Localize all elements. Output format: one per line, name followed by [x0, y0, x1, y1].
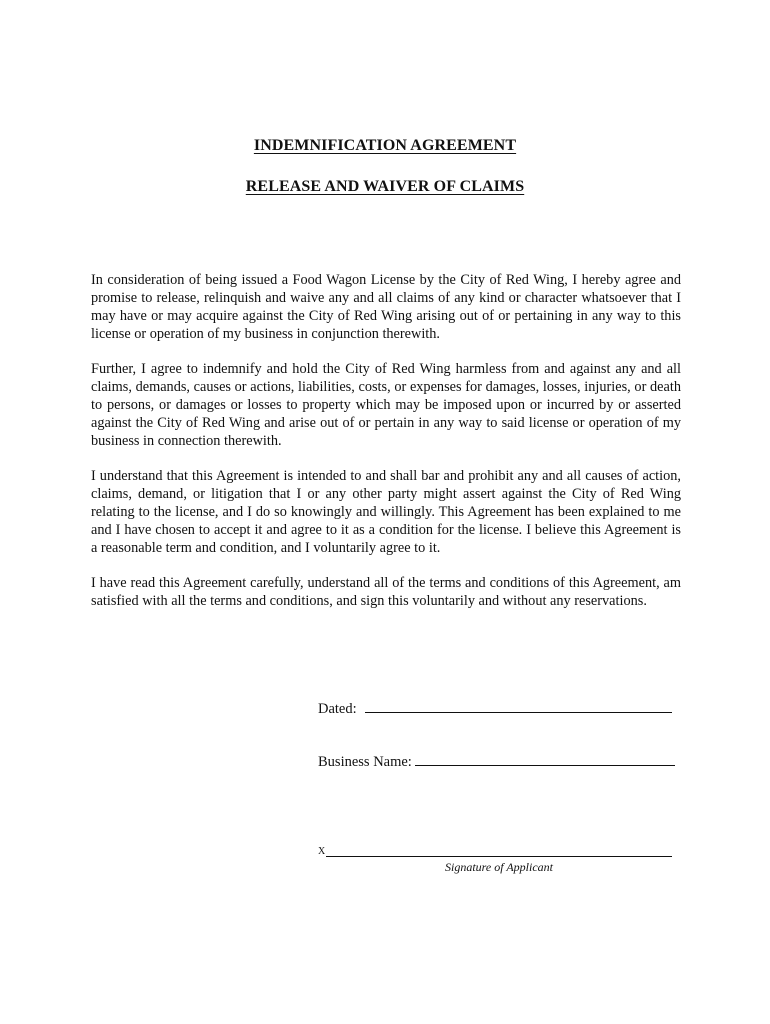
signature-x-mark: X	[318, 846, 326, 857]
paragraph-indemnify: Further, I agree to indemnify and hold the City of Red Wing harmless from and against any and all claims, demands, causes or actions, liabilities, costs, or expenses for damages, losses, injuries, or death to persons, or damages or losses to property which may be imposed upon or incurred by or asserted against the City of Red Wing and arise out of or pertain in any way to said license or operation of my business in connection therewith.	[91, 361, 681, 450]
dated-blank-line[interactable]	[365, 699, 672, 713]
document-title-text: INDEMNIFICATION AGREEMENT	[253, 137, 517, 154]
dated-field	[318, 699, 672, 718]
paragraph-understanding: I understand that this Agreement is intended to and shall bar and prohibit any and all causes of action, claims, demand, or litigation that I or any other party might assert against the City of Red Wing relating to the license, and I do so knowingly and willingly. This Agreement has been explained to me and I have chosen to accept it and agree to it as a condition for the license. I believe this Agreement is a reasonable term and condition, and I voluntarily agree to it.	[91, 468, 681, 557]
dated-label: Dated:	[318, 701, 357, 717]
business-name-field	[318, 752, 675, 771]
paragraph-acknowledgement: I have read this Agreement carefully, understand all of the terms and conditions of this Agreement, am satisfied with all the terms and conditions, and sign this voluntarily and without any reservations.	[91, 575, 681, 610]
paragraph-release: In consideration of being issued a Food Wagon License by the City of Red Wing, I hereby agree and promise to release, relinquish and waive any and all claims of any kind or character whatsoever that I may have or may acquire against the City of Red Wing arising out of or pertaining in any way to this license or operation of my business in conjunction therewith.	[91, 272, 681, 343]
document-subtitle	[0, 178, 770, 196]
document-subtitle-text: RELEASE AND WAIVER OF CLAIMS	[245, 178, 525, 195]
document-title	[0, 137, 770, 155]
signature-caption: Signature of Applicant	[445, 860, 553, 874]
signature-blank-line[interactable]	[326, 856, 672, 857]
business-name-blank-line[interactable]	[415, 752, 675, 766]
business-name-label: Business Name:	[318, 754, 412, 770]
